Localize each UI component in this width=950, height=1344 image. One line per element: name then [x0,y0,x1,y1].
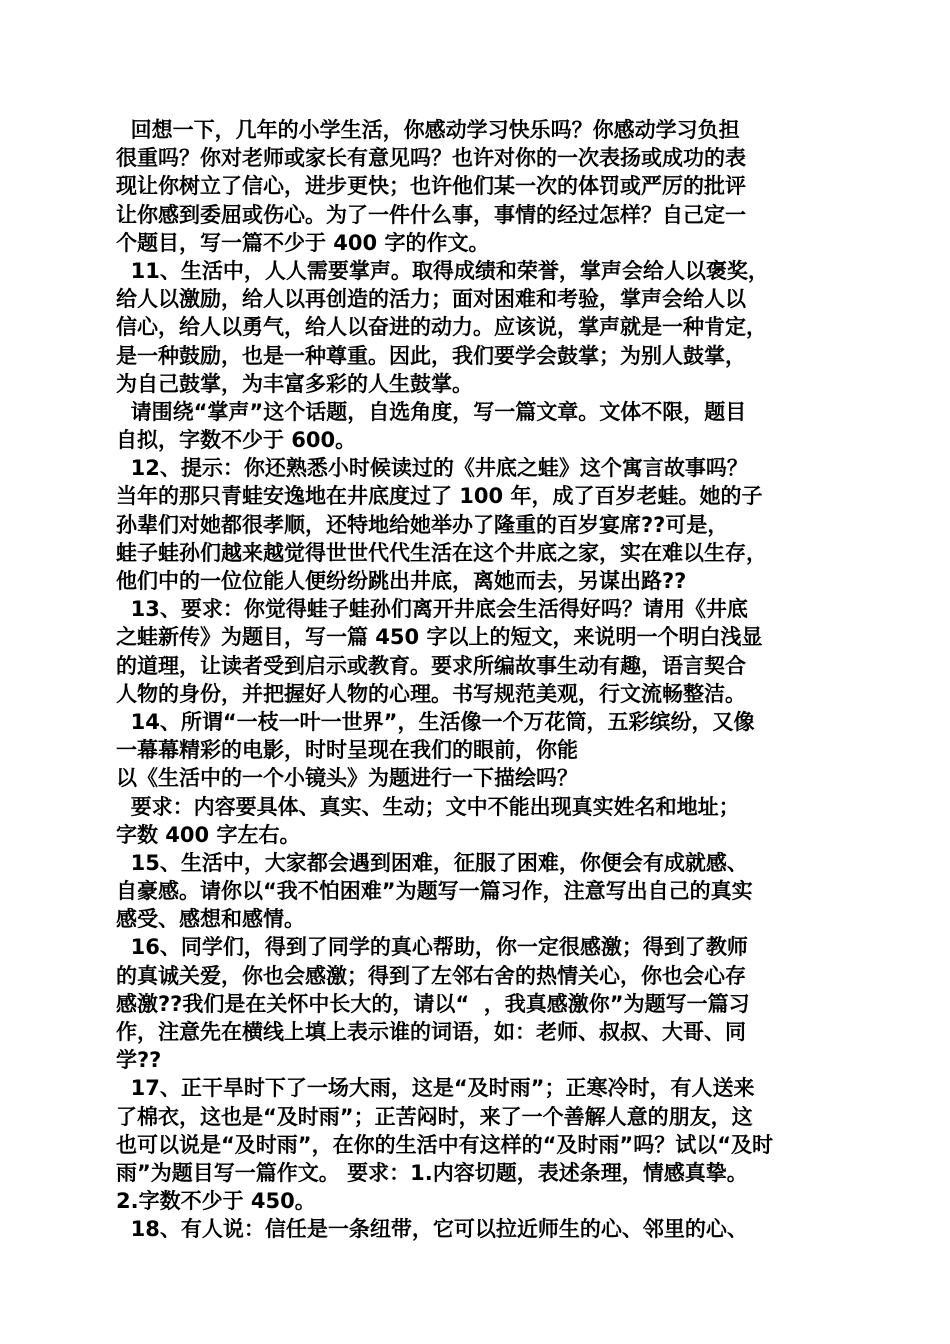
text-line: 感受、感想和感情。 [116,907,305,932]
text-line: 以《生活中的一个小镜头》为题进行一下描绘吗？ [116,766,578,791]
text-line: 雨”为题目写一篇作文。 要求：1.内容切题，表述条理，情感真挚。 [116,1160,748,1185]
text-line: 让你感到委屈或伤心。为了一件什么事，事情的经过怎样？自己定一 [116,202,746,227]
text-line: 现让你树立了信心，进步更快；也许他们某一次的体罚或严厉的批评 [116,174,746,199]
text-line: 自拟，字数不少于 600。 [116,428,357,453]
text-line: 作，注意先在横线上填上表示谁的词语，如：老师、叔叔、大哥、同 [116,1020,746,1044]
text-line: 给人以激励，给人以再创造的活力；面对困难和考验，掌声会给人以 [116,287,746,312]
text-line: 人物的身份，并把握好人物的心理。书写规范美观，行文流畅整洁。 [116,681,746,706]
text-line: 14、所谓“一枝一叶一世界”，生活像一个万花筒，五彩缤纷，又像 [116,709,755,734]
text-line: 字数 400 字左右。 [116,822,301,847]
text-line: 很重吗？你对老师或家长有意见吗？也许对你的一次表扬或成功的表 [116,146,746,171]
text-line: 12、提示：你还熟悉小时候读过的《井底之蛙》这个寓言故事吗？ [116,456,748,481]
text-line: 一幕幕精彩的电影，时时呈现在我们的眼前，你能 [116,738,578,763]
text-line: 18、有人说：信任是一条纽带，它可以拉近师生的心、邻里的心、 [116,1217,748,1242]
text-line: 他们中的一位位能人便纷纷跳出井底，离她而去，另谋出路?? [116,569,687,593]
text-line: 是一种鼓励，也是一种尊重。因此，我们要学会鼓掌；为别人鼓掌， [116,343,746,368]
text-line: 15、生活中，大家都会遇到困难，征服了困难，你便会有成就感、 [116,850,748,875]
text-line: 16、同学们，得到了同学的真心帮助，你一定很感激；得到了教师 [116,935,748,960]
text-line: 17、正干旱时下了一场大雨，这是“及时雨”；正寒冷时，有人送来 [116,1076,755,1101]
text-line: 了棉衣，这也是“及时雨”；正苦闷时，来了一个善解人意的朋友，这 [116,1104,753,1129]
text-line: 个题目，写一篇不少于 400 字的作文。 [116,230,490,255]
text-line: 也可以说是“及时雨”，在你的生活中有这样的“及时雨”吗？试以“及时 [116,1132,774,1157]
text-line: 13、要求：你觉得蛙子蛙孙们离开井底会生活得好吗？请用《井底 [116,597,748,622]
text-line: 当年的那只青蛙安逸地在井底度过了 100 年，成了百岁老蛙。她的子 [116,484,763,509]
text-line: 11、生活中，人人需要掌声。取得成绩和荣誉，掌声会给人以褒奖， [116,258,769,283]
text-line: 为自己鼓掌，为丰富多彩的人生鼓掌。 [116,371,473,396]
text-line: 的真诚关爱，你也会感激；得到了左邻右舍的热情关心，你也会心存 [116,963,746,988]
text-line: 之蛙新传》为题目，写一篇 450 字以上的短文，来说明一个明白浅显 [116,625,763,650]
text-line: 蛙子蛙孙们越来越觉得世世代代生活在这个井底之家，实在难以生存， [116,540,767,565]
text-line: 学?? [116,1048,162,1073]
document-body [116,116,846,1244]
text-line: 感激??我们是在关怀中长大的，请以“ ，我真感激你”为题写一篇习 [116,991,750,1016]
text-line: 信心，给人以勇气，给人以奋进的动力。应该说，掌声就是一种肯定， [116,315,767,340]
text-line: 请围绕“掌声”这个话题，自选角度，写一篇文章。文体不限，题目 [116,399,747,424]
text-line: 自豪感。请你以“我不怕困难”为题写一篇习作，注意写出自己的真实 [116,879,753,904]
text-line: 2.字数不少于 450。 [116,1189,316,1214]
text-line: 要求：内容要具体、真实、生动；文中不能出现真实姓名和地址； [116,794,740,819]
text-line: 的道理，让读者受到启示或教育。要求所编故事生动有趣，语言契合 [116,653,746,678]
text-line: 回想一下，几年的小学生活，你感动学习快乐吗？你感动学习负担 [116,118,740,142]
text-line: 孙辈们对她都很孝顺，还特地给她举办了隆重的百岁宴席??可是， [116,512,729,537]
